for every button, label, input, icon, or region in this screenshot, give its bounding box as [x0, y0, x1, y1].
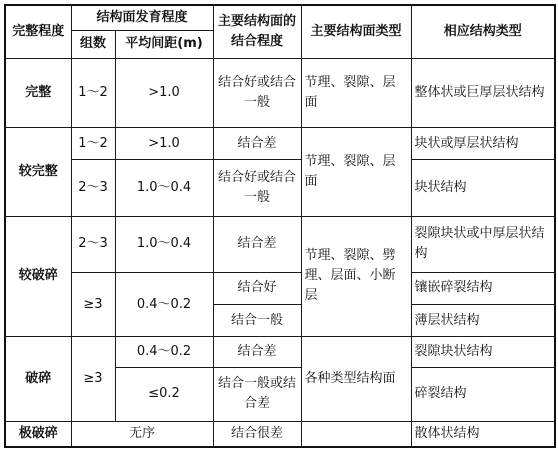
bonding-cell: 结合一般: [213, 305, 301, 337]
groups-cell: 1～2: [71, 128, 115, 160]
main-type-cell: 各种类型结构面: [301, 337, 411, 421]
table-row: [5, 128, 555, 160]
header-structure-type: 相应结构类型: [411, 5, 555, 58]
integrity-cell: 极破碎: [5, 421, 71, 447]
structure-type-cell: 镶嵌碎裂结构: [411, 272, 555, 304]
spacing-cell: 0.4～0.2: [115, 272, 213, 337]
header-integrity: 完整程度: [5, 5, 71, 58]
structure-type-cell: 块状或厚层状结构: [411, 128, 555, 160]
rock-integrity-table-wrapper: [4, 4, 556, 448]
spacing-cell: >1.0: [115, 128, 213, 160]
header-row-1: [5, 5, 555, 30]
structure-type-cell: 块状结构: [411, 160, 555, 216]
table-row: [5, 58, 555, 127]
bonding-cell: 结合好: [213, 272, 301, 304]
bonding-cell: 结合好或结合一般: [213, 160, 301, 216]
spacing-cell: >1.0: [115, 58, 213, 127]
bonding-cell: 结合好或结合一般: [213, 58, 301, 127]
spacing-cell: 0.4～0.2: [115, 337, 213, 367]
structure-type-cell: 散体状结构: [411, 421, 555, 447]
groups-cell: 2～3: [71, 216, 115, 272]
table-row: [5, 421, 555, 447]
spacing-cell: ≤0.2: [115, 367, 213, 421]
groups-cell: 1～2: [71, 58, 115, 127]
main-type-cell: 节理、裂隙、劈理、层面、小断层: [301, 216, 411, 337]
integrity-cell: 破碎: [5, 337, 71, 421]
spacing-cell: 1.0～0.4: [115, 216, 213, 272]
structure-type-cell: 裂隙块状结构: [411, 337, 555, 367]
groups-cell: ≥3: [71, 272, 115, 337]
bonding-cell: 结合差: [213, 128, 301, 160]
structure-type-cell: 整体状或巨厚层状结构: [411, 58, 555, 127]
integrity-cell: 较完整: [5, 128, 71, 217]
development-cell: 无序: [71, 421, 213, 447]
table-row: [5, 216, 555, 272]
rock-integrity-table: [4, 4, 556, 448]
spacing-cell: 1.0～0.4: [115, 160, 213, 216]
structure-type-cell: 薄层状结构: [411, 305, 555, 337]
bonding-cell: 结合一般或结合差: [213, 367, 301, 421]
main-type-cell: 节理、裂隙、层面: [301, 58, 411, 127]
header-main-type: 主要结构面类型: [301, 5, 411, 58]
bonding-cell: 结合差: [213, 337, 301, 367]
table-row: [5, 272, 555, 304]
header-groups: 组数: [71, 30, 115, 58]
integrity-cell: 完整: [5, 58, 71, 127]
bonding-cell: 结合差: [213, 216, 301, 272]
table-row: [5, 160, 555, 216]
groups-cell: 2～3: [71, 160, 115, 216]
main-type-cell: 节理、裂隙、层面: [301, 128, 411, 217]
table-row: [5, 337, 555, 367]
header-development: 结构面发育程度: [71, 5, 213, 30]
header-spacing: 平均间距(m): [115, 30, 213, 58]
structure-type-cell: 裂隙块状或中厚层状结构: [411, 216, 555, 272]
main-type-cell-empty: [301, 421, 411, 447]
integrity-cell: 较破碎: [5, 216, 71, 337]
structure-type-cell: 碎裂结构: [411, 367, 555, 421]
bonding-cell: 结合很差: [213, 421, 301, 447]
header-bonding: 主要结构面的结合程度: [213, 5, 301, 58]
groups-cell: ≥3: [71, 337, 115, 421]
